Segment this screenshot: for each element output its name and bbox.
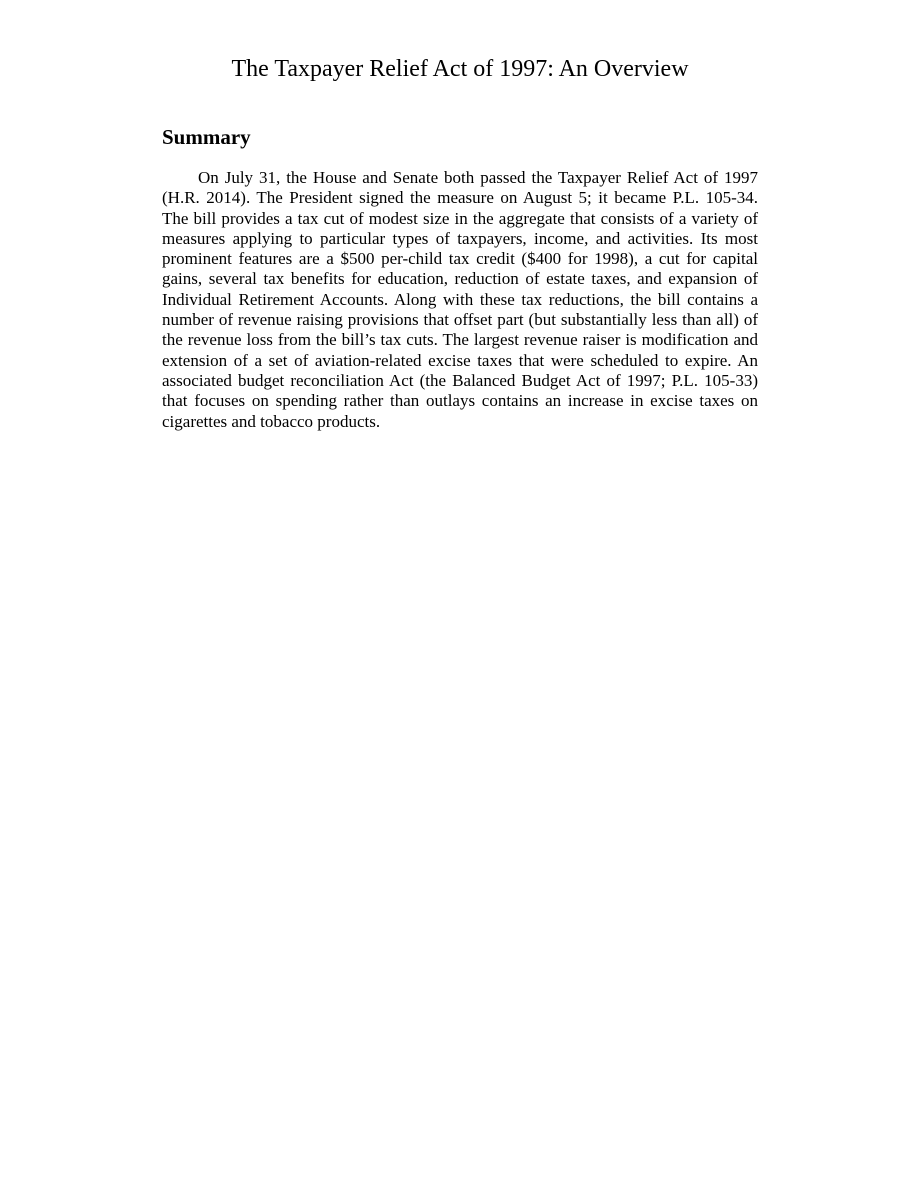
- summary-heading: Summary: [162, 125, 251, 149]
- document-title: The Taxpayer Relief Act of 1997: An Overview: [231, 56, 689, 82]
- summary-paragraph: On July 31, the House and Senate both passed the Taxpayer Relief Act of 1997 (H.R. 2014). The President signed the measure on August 5; it became P.L. 105-34. The bill provides a tax cut of modest size in the aggregate that consists of a variety of measures applying to particular types of taxpayers, income, and activities. Its most prominent features are a $500 per-child tax credit ($400 for 1998), a cut for capital gains, several tax benefits for education, reduction of estate taxes, and expansion of Individual Retirement Accounts. Along with these tax reductions, the bill contains a number of revenue raising provisions that offset part (but substantially less than all) of the revenue loss from the bill’s tax cuts. The largest revenue raiser is modification and extension of a set of aviation-related excise taxes that were scheduled to expire. An associated budget reconciliation Act (the Balanced Budget Act of 1997; P.L. 105-33) that focuses on spending rather than outlays contains an increase in excise taxes on cigarettes and tobacco products.: [162, 168, 758, 431]
